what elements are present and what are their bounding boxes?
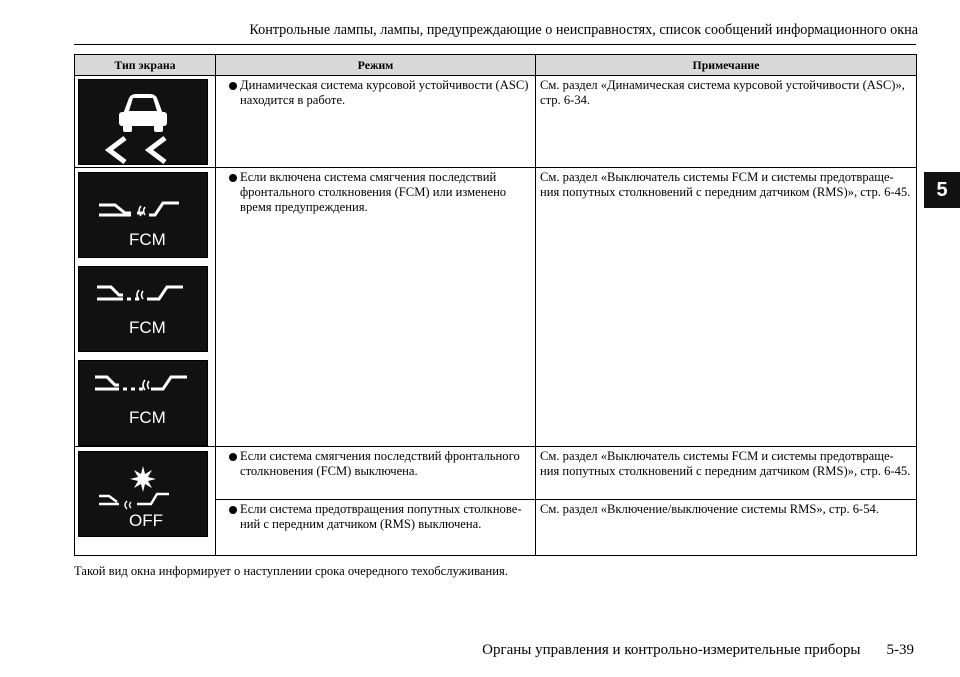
note-cell: См. раздел «Выключатель системы FCM и системы предотвраще-ния попутных столкновений с передним датчиком (RMS)», стр. 6-45.	[536, 447, 917, 500]
note-cell: См. раздел «Выключатель системы FCM и системы предотвраще-ния попутных столкновений с передним датчиком (RMS)», стр. 6-45.	[536, 168, 917, 447]
asc-screen	[78, 79, 208, 165]
column-header-note: Примечание	[536, 55, 917, 76]
skid-car-icon	[79, 80, 207, 164]
column-header-mode: Режим	[216, 55, 536, 76]
header-rule	[74, 44, 916, 45]
fcm-screen-near	[78, 172, 208, 258]
bullet-icon	[229, 82, 237, 90]
mode-cell: Если система предотвращения попутных столкнове-ний с передним датчиком (RMS) выключена.	[216, 500, 536, 556]
table-row	[75, 76, 917, 168]
fcm-distance-icon	[79, 173, 207, 257]
page-number: 5-39	[886, 642, 914, 658]
column-header-screen-type: Тип экрана	[75, 55, 216, 76]
chapter-tab[interactable]: 5	[924, 172, 960, 208]
maintenance-footnote: Такой вид окна информирует о наступлении срока очередного техобслуживания.	[74, 564, 508, 578]
table-header-row	[75, 55, 917, 76]
fcm-distance-icon	[79, 267, 207, 351]
screen-cell	[75, 447, 216, 556]
fcm-screen-label: FCM	[129, 230, 166, 249]
bullet-icon	[229, 506, 237, 514]
screen-cell	[75, 76, 216, 168]
off-screen-label: OFF	[129, 511, 163, 530]
note-cell: См. раздел «Включение/выключение системы RMS», стр. 6-54.	[536, 500, 917, 556]
fcm-off-screen	[78, 451, 208, 537]
table-row	[75, 168, 917, 447]
fcm-screen-medium	[78, 266, 208, 352]
mode-cell: Если включена система смягчения последствий фронтального столкновения (FCM) или изменено время предупреждения.	[216, 168, 536, 447]
indicator-table	[74, 54, 917, 556]
fcm-screen-label: FCM	[129, 318, 166, 337]
mode-cell: Если система смягчения последствий фронтального столкновения (FCM) выключена.	[216, 447, 536, 500]
page-footer	[482, 642, 914, 659]
bullet-icon	[229, 453, 237, 461]
table-row	[75, 447, 917, 500]
fcm-screen-label: FCM	[129, 408, 166, 427]
fcm-off-icon	[79, 452, 207, 536]
note-cell: См. раздел «Динамическая система курсовой устойчивости (ASC)», стр. 6-34.	[536, 76, 917, 168]
screen-cell	[75, 168, 216, 447]
fcm-screen-far	[78, 360, 208, 446]
page-header-title: Контрольные лампы, лампы, предупреждающие о неисправностях, список сообщений информационного окна	[249, 22, 918, 38]
bullet-icon	[229, 174, 237, 182]
mode-cell: Динамическая система курсовой устойчивости (ASC) находится в работе.	[216, 76, 536, 168]
footer-section-title: Органы управления и контрольно-измерительные приборы	[482, 642, 861, 658]
fcm-distance-icon	[79, 361, 207, 445]
